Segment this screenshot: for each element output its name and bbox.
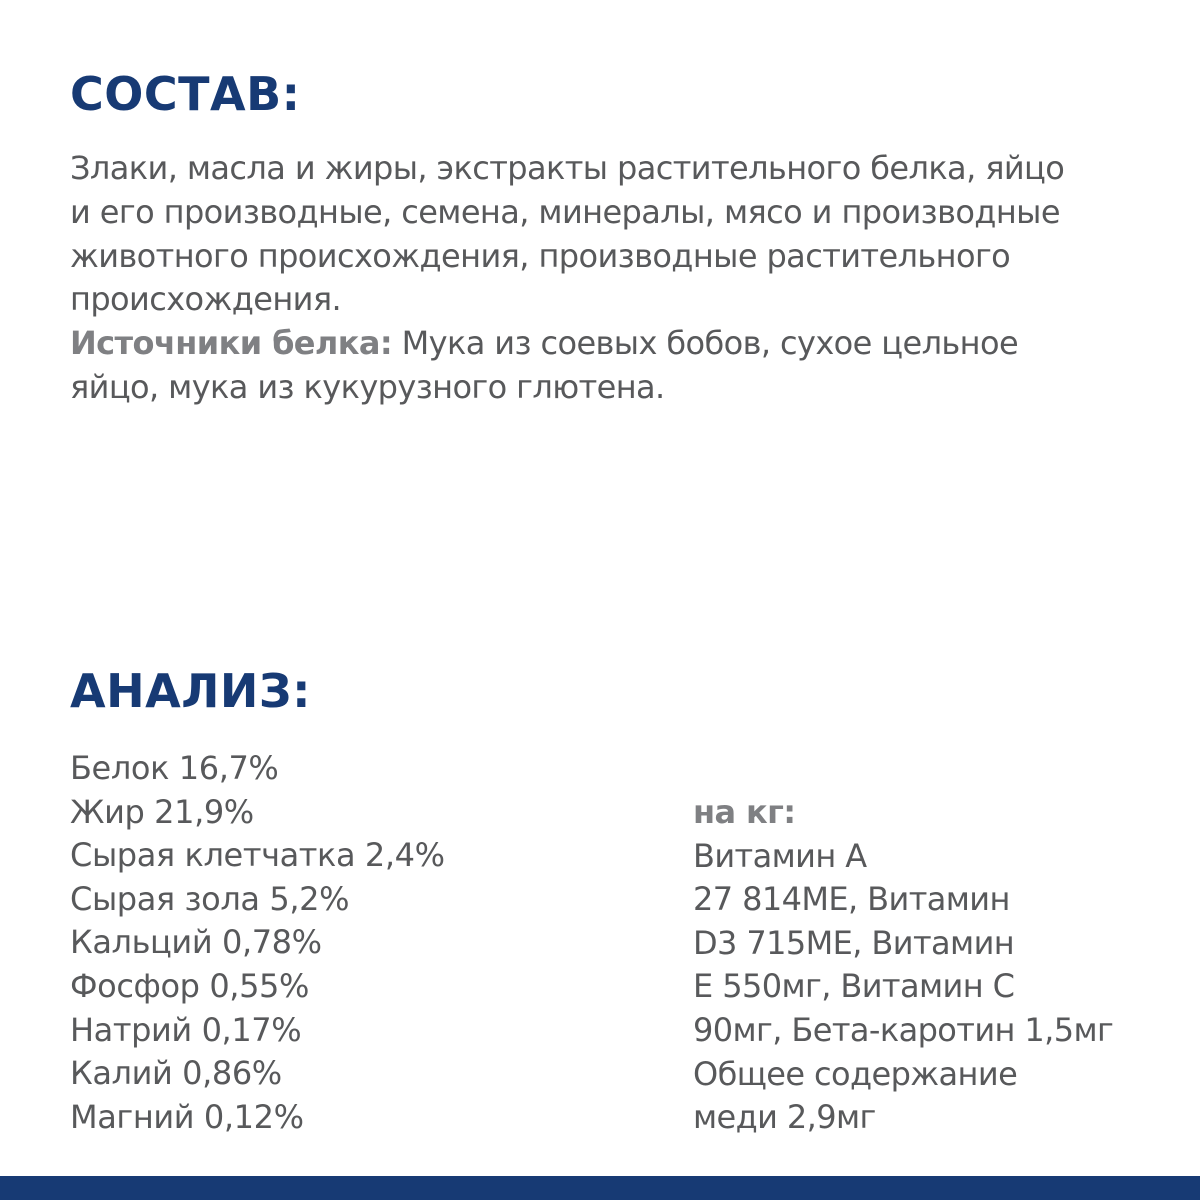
analysis-item: Калий 0,86% (70, 1054, 282, 1093)
composition-line: происхождения. (70, 280, 342, 319)
analysis-item: Фосфор 0,55% (70, 966, 309, 1005)
per-kg-line: 90мг, Бета-каротин 1,5мг (693, 1010, 1114, 1049)
composition-heading: СОСТАВ: (70, 67, 301, 121)
per-kg-line: Общее содержание (693, 1054, 1018, 1093)
per-kg-line: D3 715МЕ, Витамин (693, 923, 1015, 962)
protein-sources-line: яйцо, мука из кукурузного глютена. (70, 367, 665, 406)
per-kg-block (693, 791, 1113, 1140)
analysis-item: Магний 0,12% (70, 1097, 304, 1136)
analysis-item: Кальций 0,78% (70, 923, 322, 962)
composition-line: животного происхождения, производные растительного (70, 236, 1011, 275)
per-kg-label: на кг: (693, 793, 796, 831)
analysis-item: Сырая зола 5,2% (70, 879, 350, 918)
analysis-item: Жир 21,9% (70, 792, 254, 831)
per-kg-line: Витамин А (693, 836, 867, 875)
protein-sources-line (70, 322, 1145, 366)
per-kg-line: Е 550мг, Витамин С (693, 967, 1015, 1006)
analysis-item: Натрий 0,17% (70, 1010, 302, 1049)
bottom-bar (0, 1176, 1200, 1200)
composition-text (70, 147, 1145, 410)
per-kg-line: меди 2,9мг (693, 1098, 876, 1137)
composition-line: Злаки, масла и жиры, экстракты растительного белка, яйцо (70, 149, 1065, 187)
protein-sources-text: Мука из соевых бобов, сухое цельное (392, 324, 1019, 363)
analysis-item: Белок 16,7% (70, 749, 279, 787)
analysis-item: Сырая клетчатка 2,4% (70, 836, 445, 875)
per-kg-line: 27 814МЕ, Витамин (693, 880, 1010, 919)
composition-line: и его производные, семена, минералы, мясо и производные (70, 192, 1060, 231)
analysis-heading: АНАЛИЗ: (70, 664, 311, 718)
analysis-list (70, 747, 445, 1139)
protein-sources-label: Источники белка: (70, 324, 393, 363)
